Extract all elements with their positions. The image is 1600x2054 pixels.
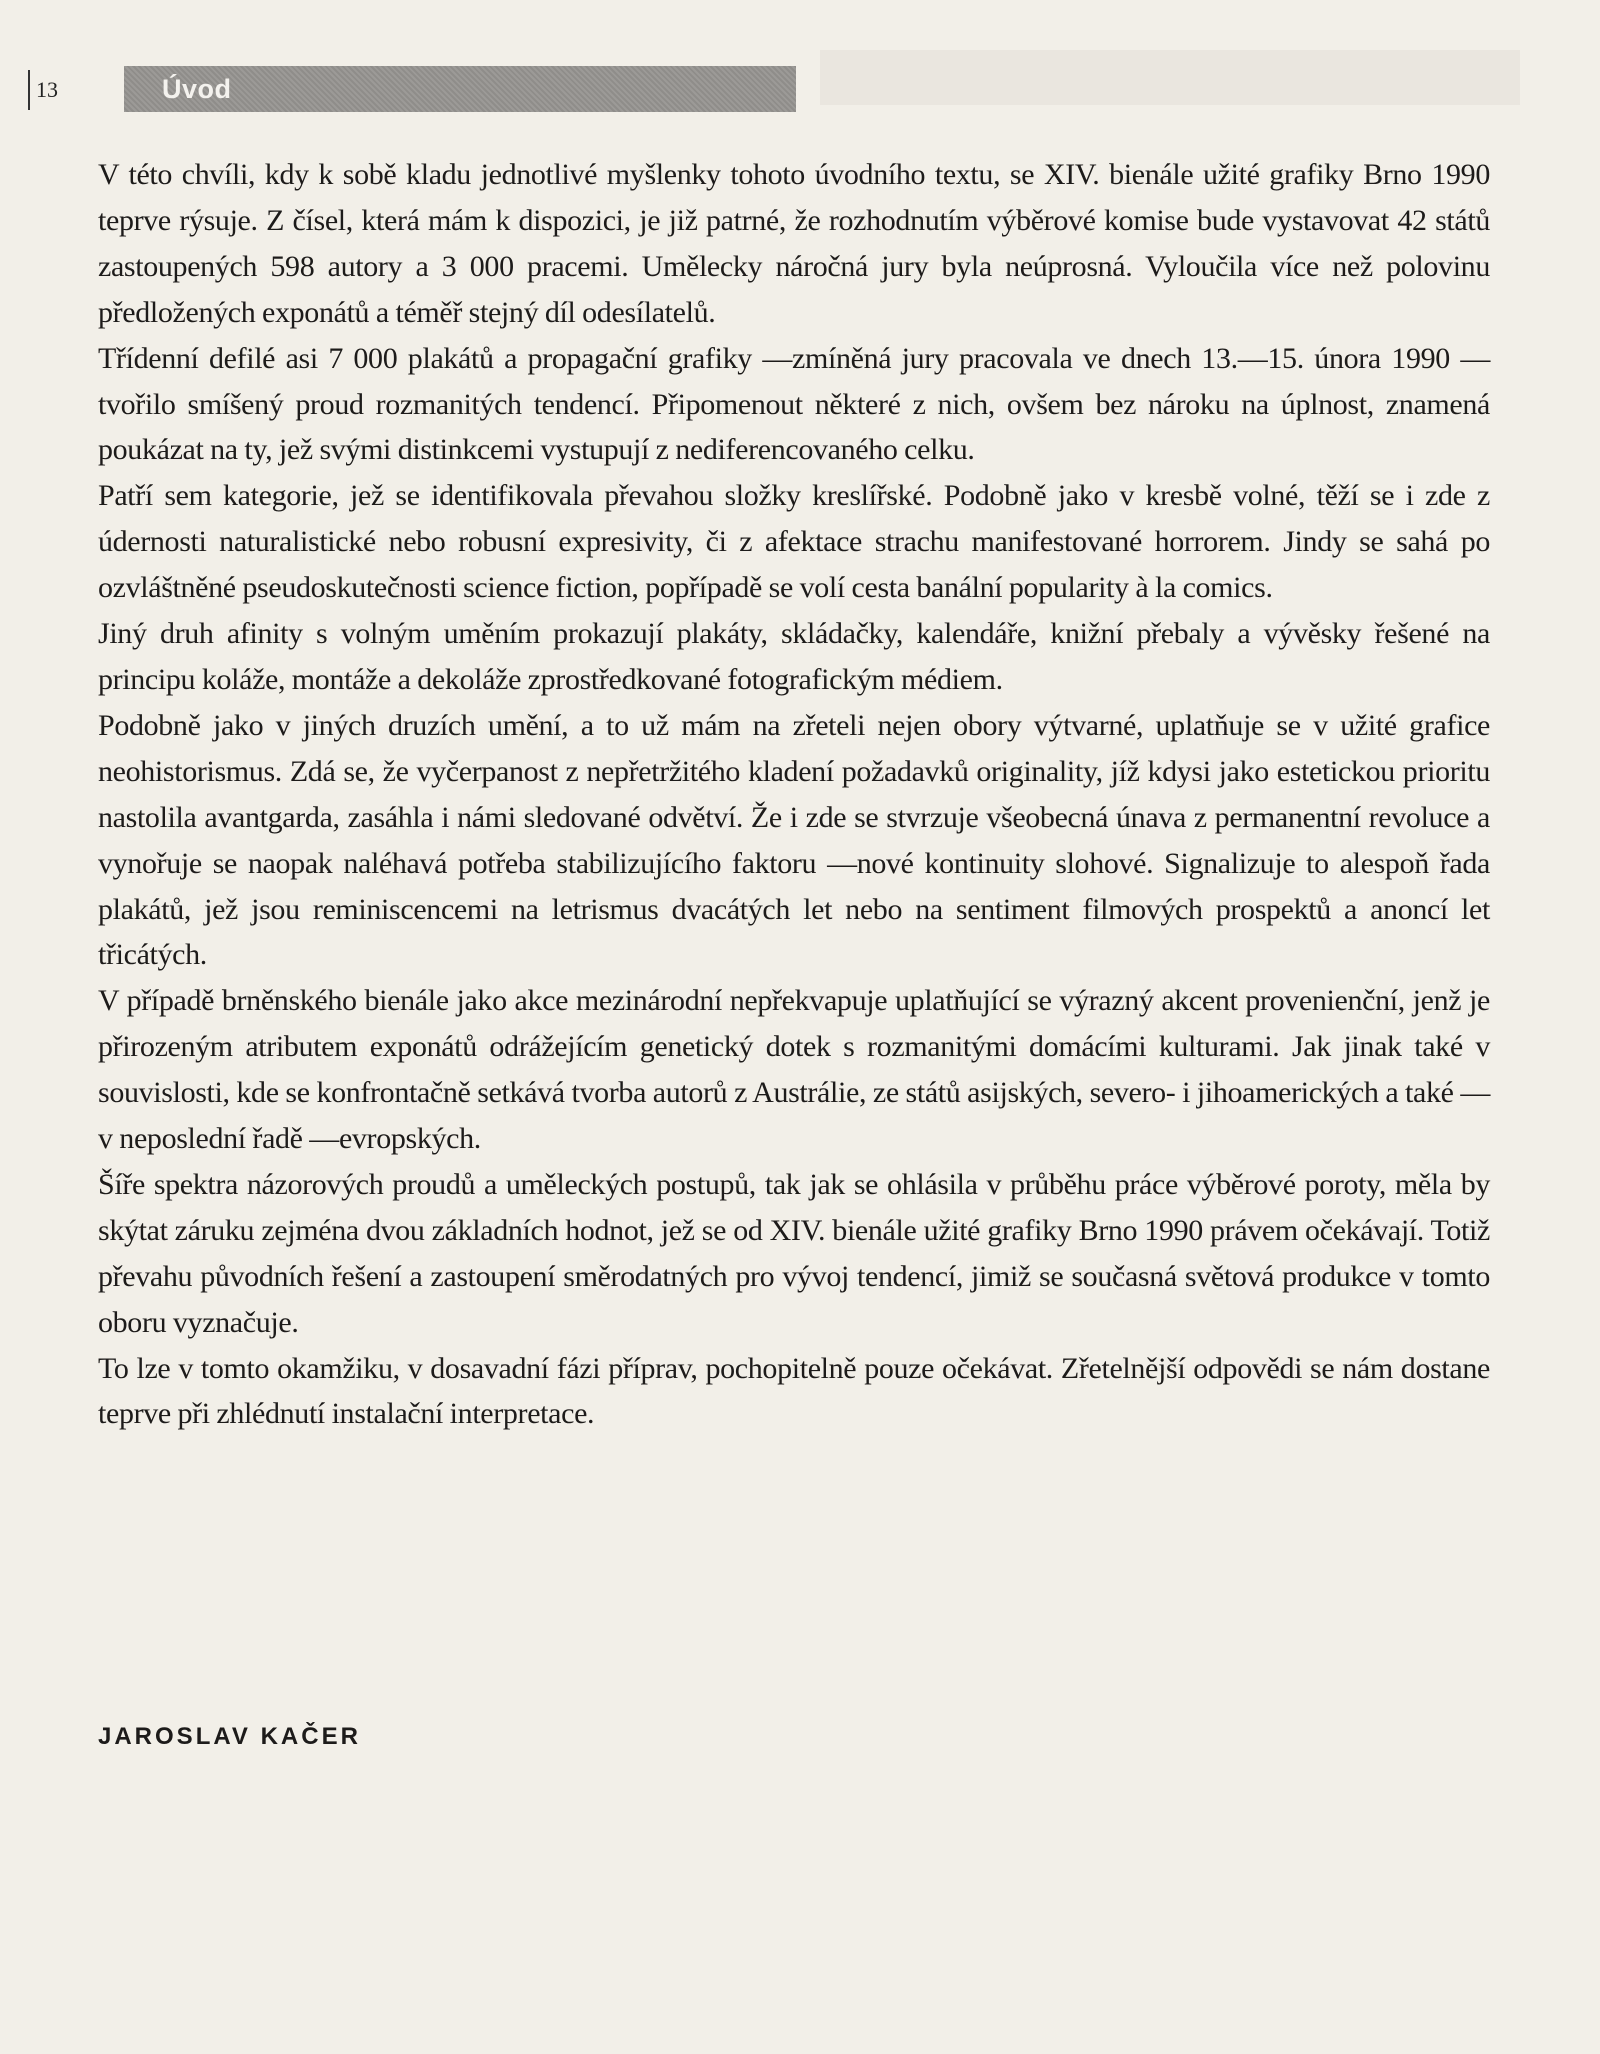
paragraph: Třídenní defilé asi 7 000 plakátů a propagační grafiky —zmíněná jury pracovala ve dnech 13.—15. února 1990 —tvořilo smíšený proud rozmanitých tendencí. Připomenout některé z nich, ovšem bez nároku na úplnost, znamená poukázat na ty, jež svými distinkcemi vystupují z nediferencovaného celku. xyxy=(98,341,1490,467)
article-body xyxy=(98,152,1490,1437)
page-number: 13 xyxy=(36,77,58,102)
paragraph: Patří sem kategorie, jež se identifikovala převahou složky kreslířské. Podobně jako v kresbě volné, těží se i zde z údernosti naturalistické nebo robusní expresivity, či z afektace strachu manifestované horrorem. Jindy se sahá po ozvláštněné pseudoskutečnosti science fiction, popřípadě se volí cesta banální popularity à la comics. xyxy=(98,479,1490,605)
paragraph: Podobně jako v jiných druzích umění, a to už mám na zřeteli nejen obory výtvarné, uplatňuje se v užité grafice neohistorismus. Zdá se, že vyčerpanost z nepřetržitého kladení požadavků originality, jíž kdysi jako estetickou prioritu nastolila avantgarda, zasáhla i námi sledované odvětví. Že i zde se stvrzuje všeobecná únava z permanentní revoluce a vynořuje se naopak naléhavá potřeba stabilizujícího faktoru —nové kontinuity slohové. Signalizuje to alespoň řada plakátů, jež jsou reminiscencemi na letrismus dvacátých let nebo na sentiment filmových prospektů a anoncí let třicátých. xyxy=(98,708,1490,972)
author-signature: JAROSLAV KAČER xyxy=(98,1723,361,1750)
section-title: Úvod xyxy=(162,73,232,104)
paragraph: V této chvíli, kdy k sobě kladu jednotlivé myšlenky tohoto úvodního textu, se XIV. bienále užité grafiky Brno 1990 teprve rýsuje. Z čísel, která mám k dispozici, je již patrné, že rozhodnutím výběrové komise bude vystavovat 42 států zastoupených 598 autory a 3 000 pracemi. Umělecky náročná jury byla neúprosná. Vyloučila více než polovinu předložených exponátů a téměř stejný díl odesílatelů. xyxy=(98,158,1490,329)
paragraph: Jiný druh afinity s volným uměním prokazují plakáty, skládačky, kalendáře, knižní přebaly a vývěsky řešené na principu koláže, montáže a dekoláže zprostředkované fotografickým médiem. xyxy=(98,617,1490,696)
reverse-side-bleed xyxy=(820,50,1520,105)
section-title-bar xyxy=(124,66,796,112)
margin-rule xyxy=(28,70,30,110)
page-header xyxy=(28,66,232,114)
paragraph: V případě brněnského bienále jako akce mezinárodní nepřekvapuje uplatňující se výrazný akcent provenienční, jenž je přirozeným atributem exponátů odrážejícím genetický dotek s rozmanitými domácími kulturami. Jak jinak také v souvislosti, kde se konfrontačně setkává tvorba autorů z Austrálie, ze států asijských, severo- i jihoamerických a také —v neposlední řadě —evropských. xyxy=(98,984,1490,1156)
paragraph: Šíře spektra názorových proudů a uměleckých postupů, tak jak se ohlásila v průběhu práce výběrové poroty, měla by skýtat záruku zejména dvou základních hodnot, jež se od XIV. bienále užité grafiky Brno 1990 právem očekávají. Totiž převahu původních řešení a zastoupení směrodatných pro vývoj tendencí, jimiž se současná světová produkce v tomto oboru vyznačuje. xyxy=(98,1167,1490,1339)
paragraph: To lze v tomto okamžiku, v dosavadní fázi příprav, pochopitelně pouze očekávat. Zřetelnější odpovědi se nám dostane teprve při zhlédnutí instalační interpretace. xyxy=(98,1351,1490,1431)
